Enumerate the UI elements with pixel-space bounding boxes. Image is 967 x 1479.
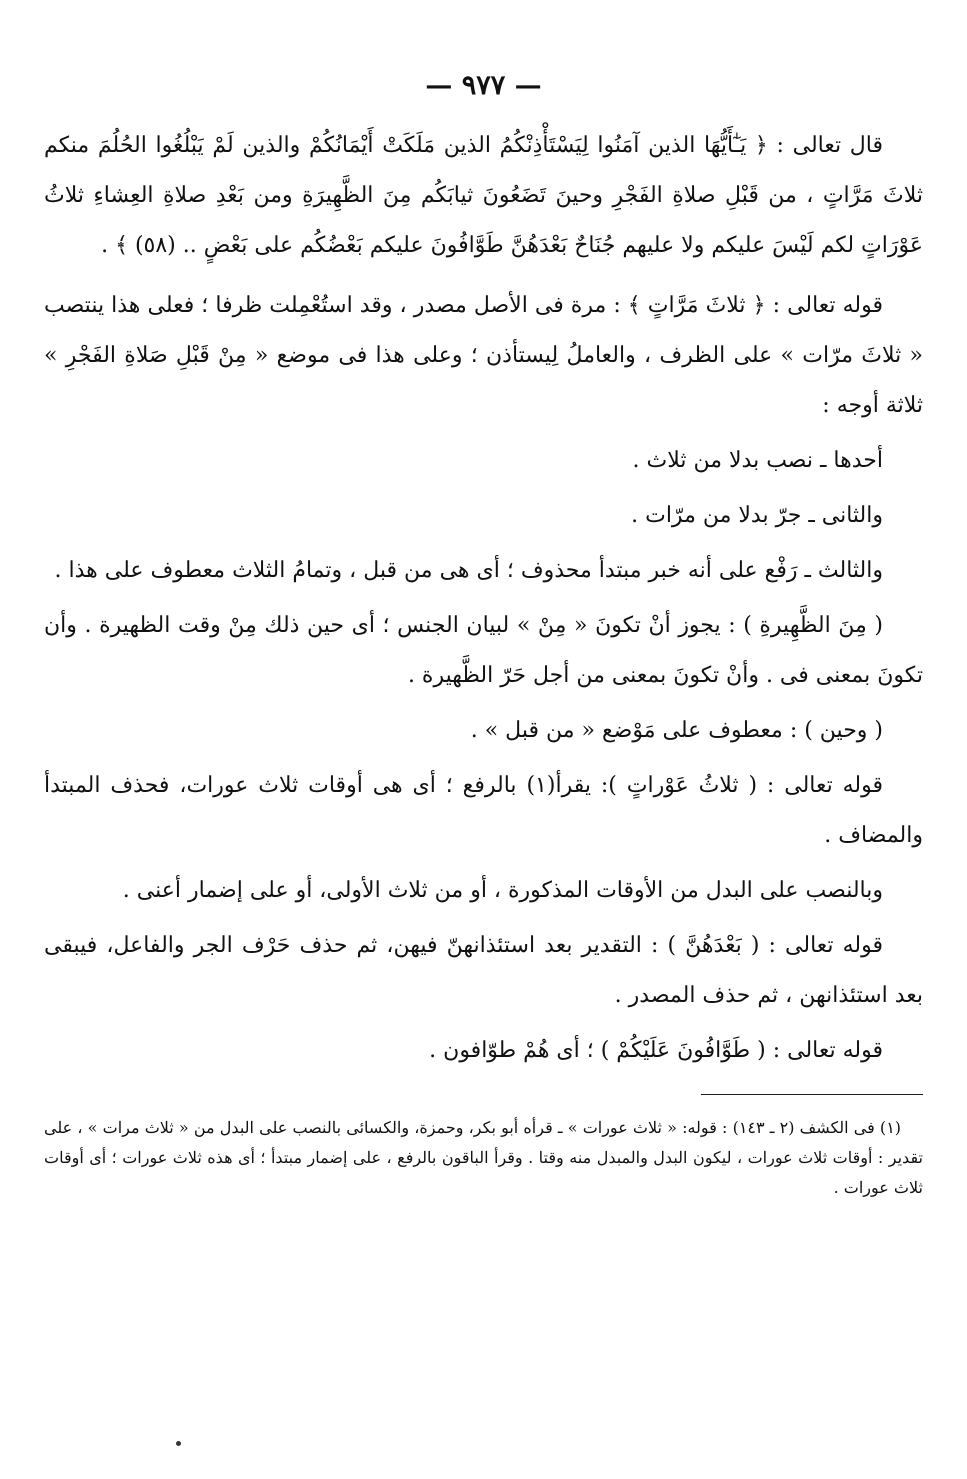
paragraph: قوله تعالى : ( ثلاثُ عَوْراتٍ ): يقرأ(١) بالرفع ؛ أى هى أوقات ثلاث عورات، فحذف المبتدأ والمضاف . xyxy=(44,773,923,848)
paragraph: قوله تعالى : ( طَوَّافُونَ عَلَيْكُمْ ) ؛ أى هُمْ طوّافون . xyxy=(429,1038,883,1063)
page-number: — ٩٧٧ — xyxy=(425,70,542,101)
paragraph: وبالنصب على البدل من الأوقات المذكورة ، أو من ثلاث الأولى، أو على إضمار أعنى . xyxy=(122,878,883,903)
paragraph: ( مِنَ الظَّهِيرةِ ) : يجوز أنْ تكونَ « مِنْ » لبيان الجنس ؛ أى حين ذلك مِنْ وقت الظهيرة . وأن تكونَ بمعنى فى . وأنْ تكونَ بمعنى من أجل حَرّ الظَّهيرة . xyxy=(44,613,923,688)
paragraph: أحدها ـ نصب بدلا من ثلاث . xyxy=(632,448,883,473)
footnotes xyxy=(44,1113,923,1203)
paragraph: ( وحين ) : معطوف على مَوْضع « من قبل » . xyxy=(470,718,883,743)
ink-speck xyxy=(176,1441,181,1446)
paragraph: قوله تعالى : ﴿ ثلاثَ مَرَّاتٍ ﴾ : مرة فى الأصل مصدر ، وقد استُعْمِلت ظرفا ؛ فعلى هذا ينتصب « ثلاثَ مرّات » على الظرف ، والعاملُ لِيستأذن ؛ وعلى هذا فى موضع « مِنْ قَبْلِ صَلاةِ الفَجْرِ » ثلاثة أوجه : xyxy=(44,293,923,418)
paragraph: قوله تعالى : ( بَعْدَهُنَّ ) : التقدير بعد استئذانهنّ فيهن، ثم حذف حَرْف الجر والفاعل، فيبقى بعد استئذانهن ، ثم حذف المصدر . xyxy=(44,933,923,1008)
paragraph: والثالث ـ رَفْع على أنه خبر مبتدأ محذوف ؛ أى هى من قبل ، وتمامُ الثلاث معطوف على هذا . xyxy=(54,558,883,583)
paragraph: والثانى ـ جرّ بدلا من مرّات . xyxy=(631,503,883,528)
footnote: (١) فى الكشف (٢ ـ ١٤٣) : قوله: « ثلاث عورات » ـ قرأه أبو بكر، وحمزة، والكسائى بالنصب على البدل من « ثلاث مرات » ، على تقدير : أوقات ثلاث عورات ، ليكون البدل والمبدل منه وقتا . وقرأ الباقون بالرفع ، على إضمار مبتدأ ؛ أى هذه ثلاث عورات ؛ أى أوقات ثلاث عورات . xyxy=(44,1118,924,1197)
main-text xyxy=(44,121,923,1076)
quran-verse-paragraph: قال تعالى : ﴿ يَـٰٓأَيُّهَا الذين آمَنُوا لِيَسْتَأْذِنْكُمُ الذين مَلَكَتْ أَيْمَانُكُمْ والذين لَمْ يَبْلُغُوا الحُلُمَ منكم ثلاثَ مَرَّاتٍ ، من قَبْلِ صلاةِ الفَجْرِ وحينَ تَضَعُونَ ثيابَكُم مِنَ الظَّهِيرَةِ ومن بَعْدِ صلاةِ العِشاءِ ثلاثُ عَوْرَاتٍ لكم لَيْسَ عليكم ولا عليهم جُنَاحٌ بَعْدَهُنَّ طَوَّافُونَ عليكم بَعْضُكُم على بَعْضٍ .. (٥٨) ﴾ . xyxy=(44,133,923,258)
footnote-divider xyxy=(701,1094,923,1095)
